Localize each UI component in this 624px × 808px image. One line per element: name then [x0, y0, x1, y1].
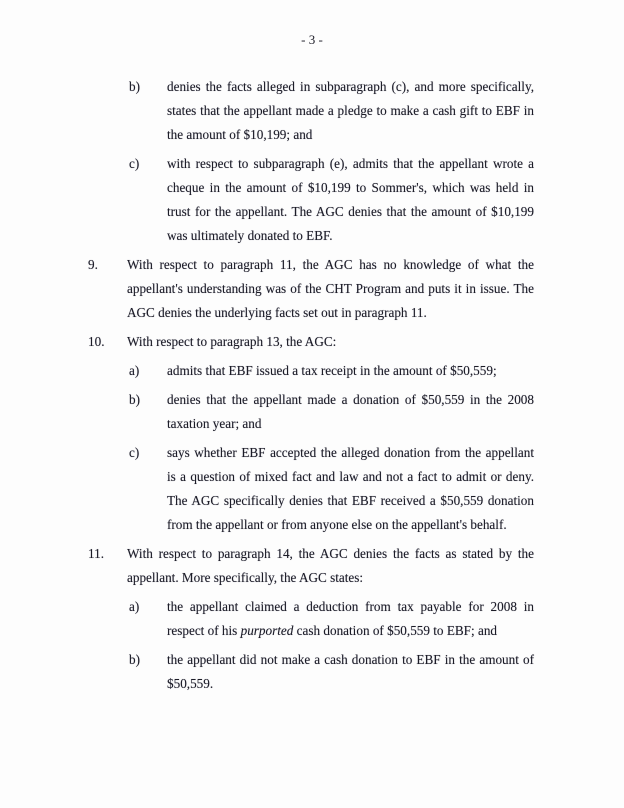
- subclause-11b: [88, 648, 534, 696]
- paragraph-text: With respect to paragraph 13, the AGC:: [127, 334, 337, 349]
- paragraph-text: With respect to paragraph 11, the AGC has no knowledge of what the appellant's understanding was of the CHT Program and puts it in issue. The AGC denies the underlying facts set out in paragraph 11.: [127, 257, 534, 320]
- subclause-b-pledge: [88, 75, 534, 147]
- clause-label: b): [129, 652, 140, 667]
- subclause-10b: [88, 388, 534, 436]
- paragraph-11: [88, 542, 534, 590]
- clause-text: [167, 595, 534, 643]
- paragraph-9: [88, 253, 534, 325]
- clause-text-segment: cash donation of $50,559 to EBF; and: [293, 623, 498, 638]
- clause-text: says whether EBF accepted the alleged donation from the appellant is a question of mixed fact and law and not a fact to admit or deny. The AGC specifically denies that EBF received a $50,559 donation from the appellant or from anyone else on the appellant's behalf.: [167, 445, 534, 532]
- clause-text: denies the facts alleged in subparagraph (c), and more specifically, states that the appellant made a pledge to make a cash gift to EBF in the amount of $10,199; and: [167, 79, 534, 142]
- paragraph-text: With respect to paragraph 14, the AGC denies the facts as stated by the appellant. More specifically, the AGC states:: [127, 546, 534, 585]
- subclause-c-cheque: [88, 152, 534, 248]
- pleading-body: [88, 75, 534, 696]
- page-number: - 3 -: [301, 32, 323, 47]
- clause-label: b): [129, 79, 140, 94]
- clause-label: a): [129, 363, 140, 378]
- clause-text: admits that EBF issued a tax receipt in the amount of $50,559;: [167, 363, 497, 378]
- subclause-11a: [88, 595, 534, 643]
- paragraph-number: 11.: [88, 546, 104, 561]
- paragraph-number: 10.: [88, 334, 105, 349]
- clause-label: c): [129, 156, 140, 171]
- clause-text-italic: purported: [240, 623, 294, 638]
- paragraph-number: 9.: [88, 257, 98, 272]
- clause-label: c): [129, 445, 140, 460]
- subclause-10c: [88, 441, 534, 537]
- clause-label: b): [129, 392, 140, 407]
- clause-text: with respect to subparagraph (e), admits that the appellant wrote a cheque in the amount of $10,199 to Sommer's, which was held in trust for the appellant. The AGC denies that the amount of $10,199 was ultimately donated to EBF.: [167, 156, 534, 243]
- clause-text: the appellant did not make a cash donation to EBF in the amount of $50,559.: [167, 652, 534, 691]
- paragraph-10: [88, 330, 534, 354]
- clause-text: denies that the appellant made a donation of $50,559 in the 2008 taxation year; and: [167, 392, 534, 431]
- clause-label: a): [129, 599, 140, 614]
- clause-text-segment: the appellant claimed a deduction from tax payable for 2008 in respect of his: [167, 599, 534, 638]
- subclause-10a: [88, 359, 534, 383]
